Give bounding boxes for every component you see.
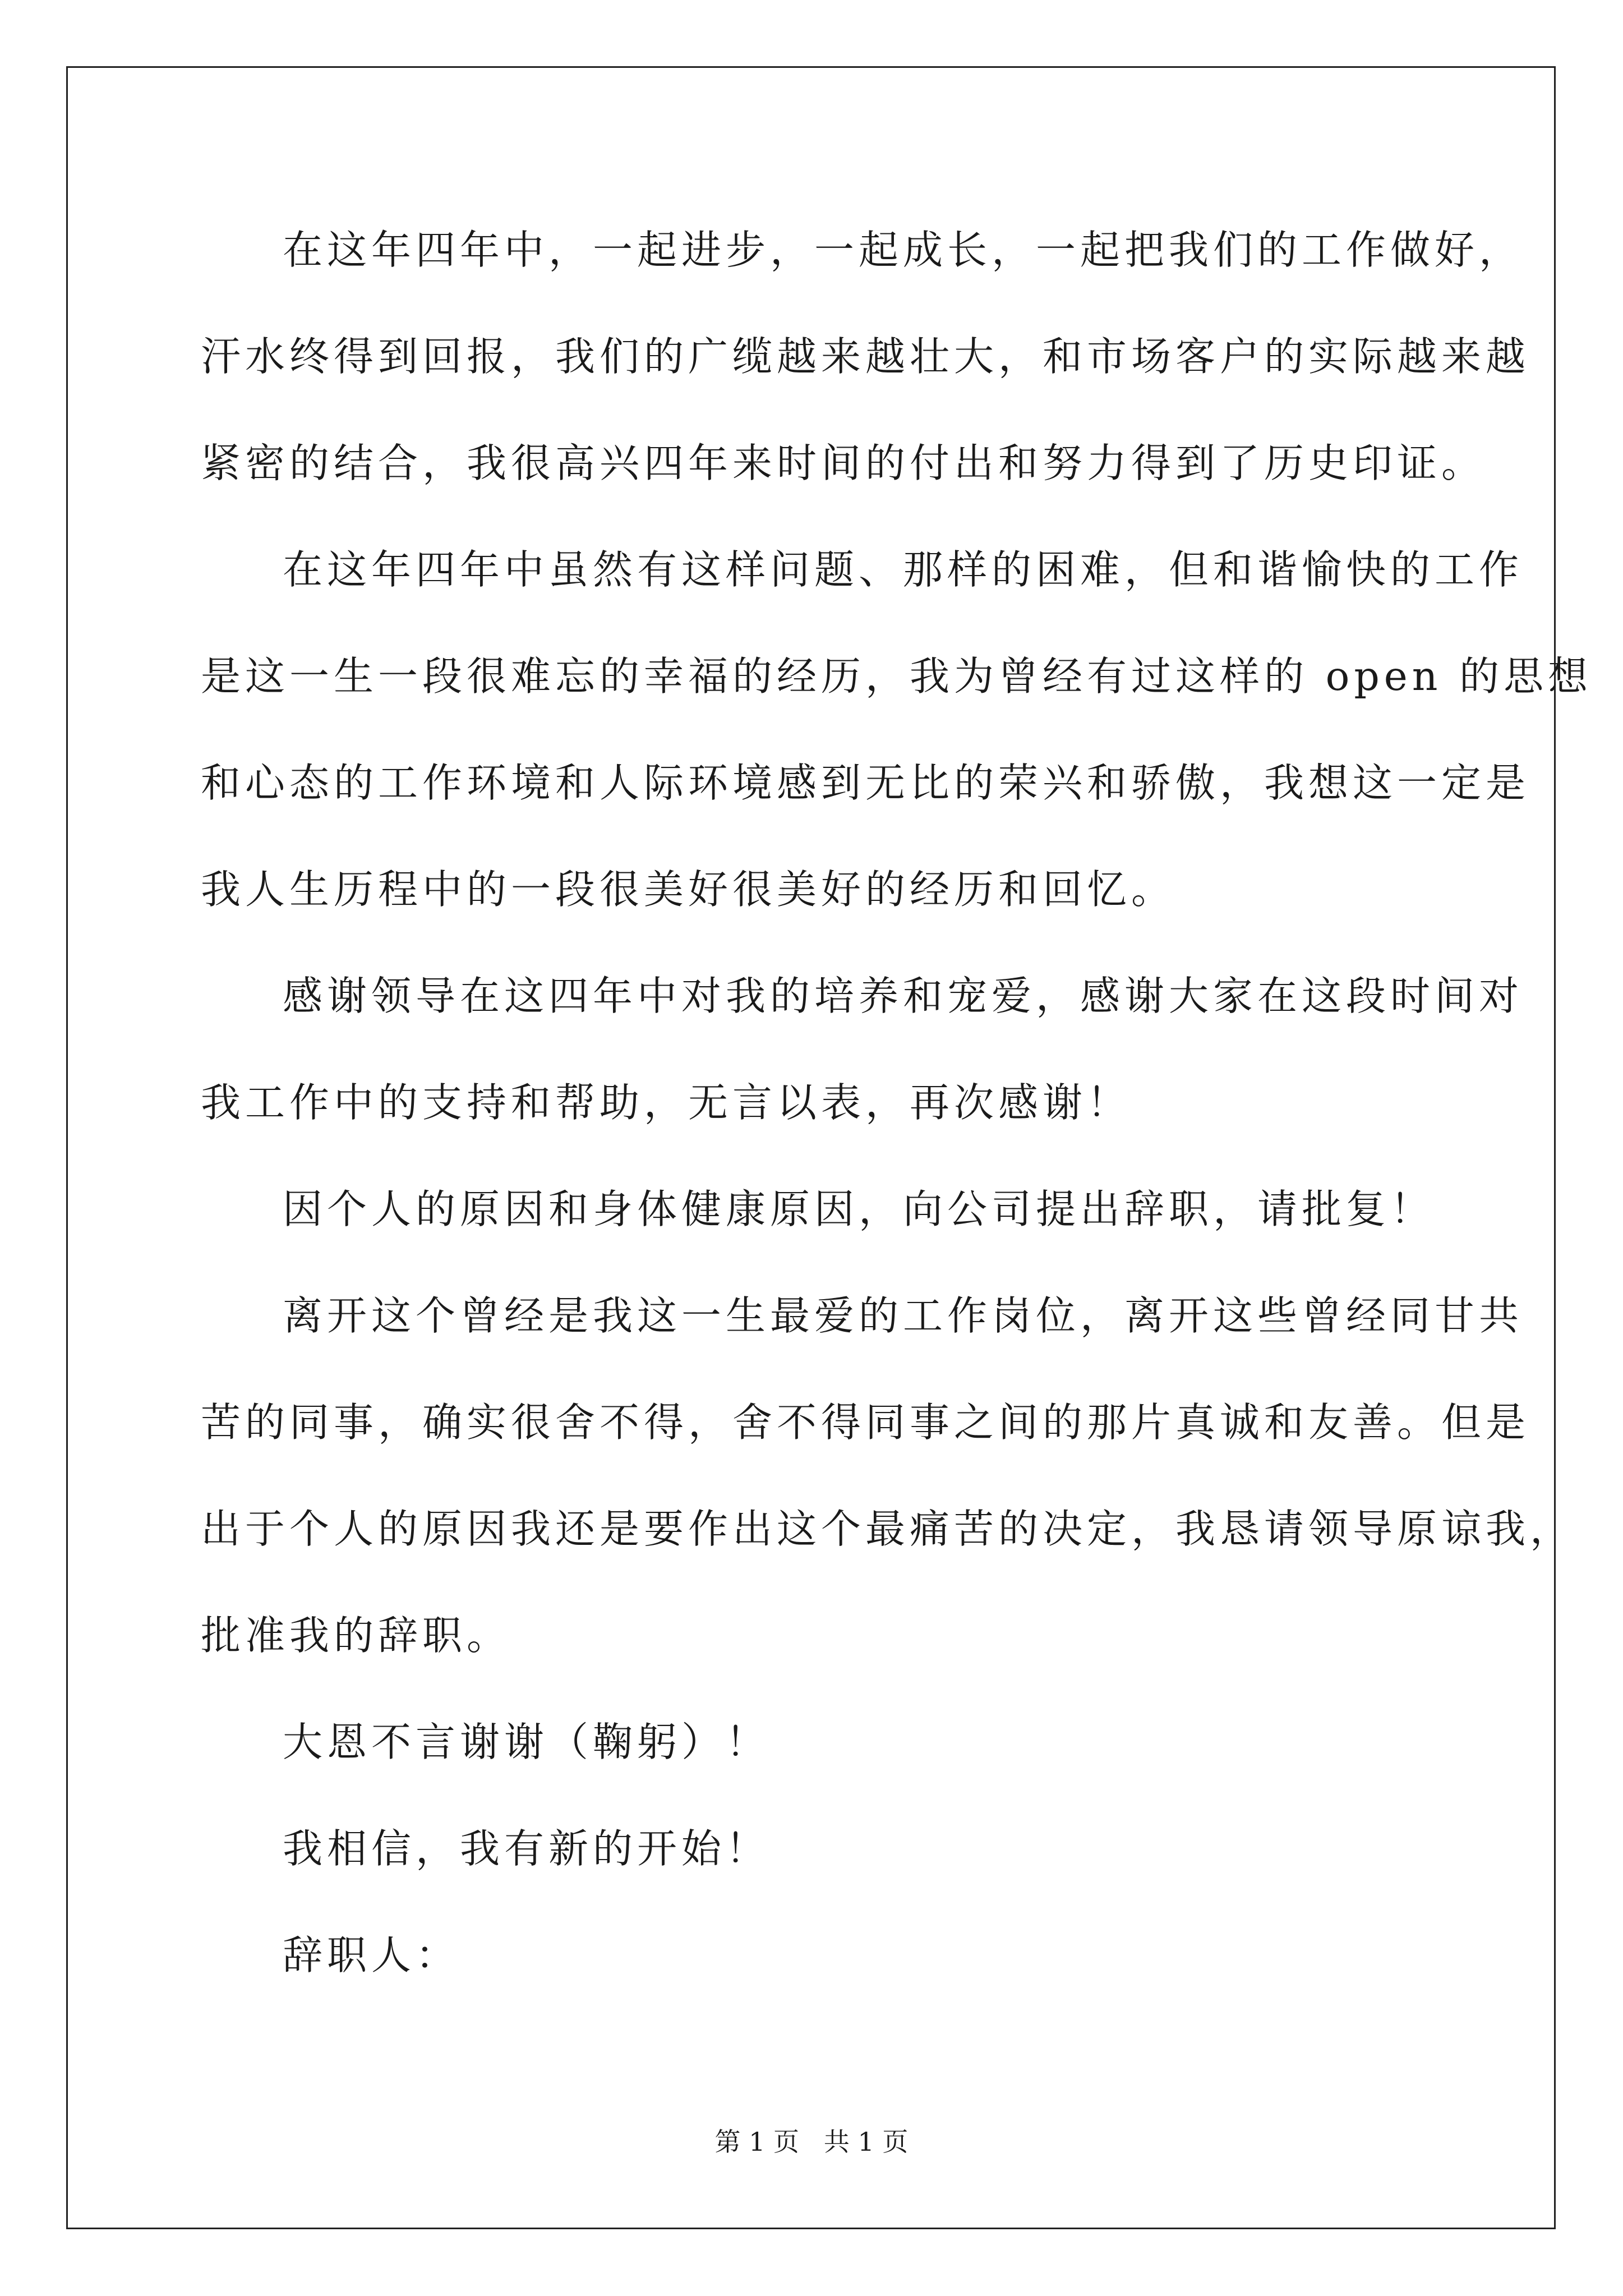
paragraph-4-line-1: 因个人的原因和身体健康原因，向公司提出辞职，请批复！	[283, 1186, 1435, 1232]
paragraph-1-line-1: 在这年四年中，一起进步，一起成长，一起把我们的工作做好，	[283, 227, 1524, 273]
paragraph-6-line-1: 大恩不言谢谢（鞠躬）！	[283, 1719, 771, 1765]
paragraph-1-line-3: 紧密的结合，我很高兴四年来时间的付出和努力得到了历史印证。	[201, 440, 1486, 486]
paragraph-2-line-1: 在这年四年中虽然有这样问题、那样的困难，但和谐愉快的工作	[283, 546, 1524, 593]
signature-label: 辞职人：	[283, 1932, 460, 1978]
paragraph-5-line-4: 批准我的辞职。	[201, 1612, 511, 1659]
paragraph-2-line-4: 我人生历程中的一段很美好很美好的经历和回忆。	[201, 866, 1176, 913]
page-number-footer: 第 1 页 共 1 页	[714, 2127, 909, 2157]
paragraph-5-line-1: 离开这个曾经是我这一生最爱的工作岗位，离开这些曾经同甘共	[283, 1292, 1524, 1339]
paragraph-5-line-2: 苦的同事，确实很舍不得，舍不得同事之间的那片真诚和友善。但是	[201, 1399, 1530, 1446]
paragraph-1-line-2: 汗水终得到回报，我们的广缆越来越壮大，和市场客户的实际越来越	[201, 333, 1530, 380]
paragraph-3-line-1: 感谢领导在这四年中对我的培养和宠爱，感谢大家在这段时间对	[283, 973, 1524, 1019]
paragraph-5-line-3: 出于个人的原因我还是要作出这个最痛苦的决定，我恳请领导原谅我，	[201, 1506, 1575, 1552]
page-border	[66, 66, 1556, 2229]
paragraph-3-line-2: 我工作中的支持和帮助，无言以表，再次感谢！	[201, 1079, 1132, 1126]
paragraph-7-line-1: 我相信，我有新的开始！	[283, 1825, 771, 1872]
paragraph-2-line-2: 是这一生一段很难忘的幸福的经历，我为曾经有过这样的 open 的思想	[201, 653, 1593, 700]
paragraph-2-line-3: 和心态的工作环境和人际环境感到无比的荣兴和骄傲，我想这一定是	[201, 760, 1530, 806]
